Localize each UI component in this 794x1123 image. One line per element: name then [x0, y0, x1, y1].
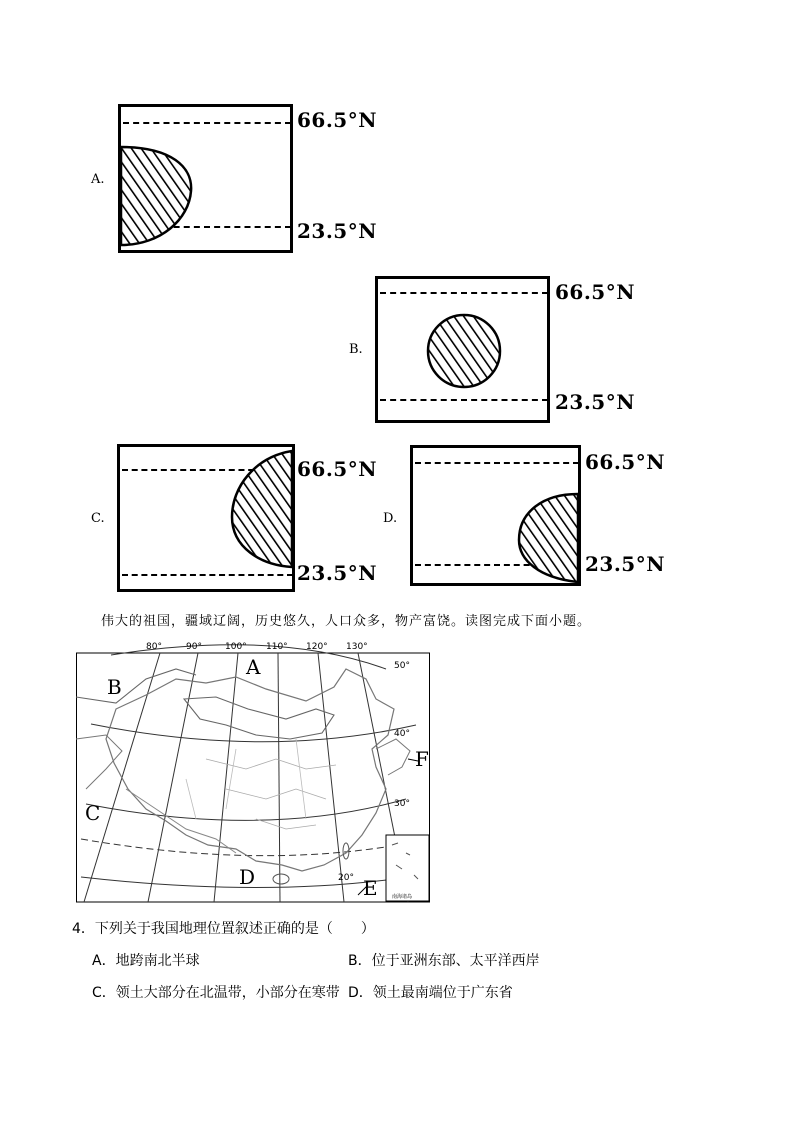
longitude-label: 90° — [186, 642, 202, 652]
option-b-letter: B. — [349, 342, 363, 357]
map-point-e: E — [363, 876, 378, 900]
diagram-c-panel — [117, 444, 295, 592]
option-d-letter: D. — [383, 511, 398, 526]
latitude-label: 50° — [394, 661, 410, 671]
diagram-a-panel — [118, 104, 293, 253]
hatched-region-d — [413, 448, 578, 583]
map-point-f: F — [415, 747, 429, 771]
choice-a[interactable]: A．地跨南北半球 — [92, 953, 200, 969]
latitude-label-bottom: 23.5°N — [297, 561, 377, 585]
map-point-c: C — [85, 801, 101, 825]
latitude-label-top: 66.5°N — [555, 280, 635, 304]
hatched-region-a — [121, 107, 290, 250]
latitude-label-top: 66.5°N — [585, 450, 665, 474]
hatched-region-c — [120, 447, 292, 589]
latitude-label-bottom: 23.5°N — [585, 552, 665, 576]
diagram-b-panel — [375, 276, 550, 423]
longitude-label: 110° — [266, 642, 288, 652]
latitude-label-top: 66.5°N — [297, 108, 377, 132]
latitude-label: 30° — [394, 799, 410, 809]
map-point-b: B — [107, 675, 122, 699]
latitude-label-bottom: 23.5°N — [297, 219, 377, 243]
latitude-label: 40° — [394, 729, 410, 739]
longitude-label: 130° — [346, 642, 368, 652]
inset-label: 南海诸岛 — [392, 894, 413, 900]
choice-d[interactable]: D．领土最南端位于广东省 — [348, 985, 513, 1001]
choice-b[interactable]: B．位于亚洲东部、太平洋西岸 — [348, 953, 540, 969]
option-a-letter: A. — [91, 172, 105, 187]
choice-c[interactable]: C．领土大部分在北温带，小部分在寒带 — [92, 985, 340, 1001]
longitude-label: 100° — [225, 642, 247, 652]
option-c-letter: C. — [91, 511, 105, 526]
map-point-d: D — [239, 865, 256, 889]
latitude-label-top: 66.5°N — [297, 457, 377, 481]
map-point-a: A — [246, 655, 261, 679]
latitude-label: 20° — [338, 873, 354, 883]
diagram-d-panel — [410, 445, 581, 586]
intro-text: 伟大的祖国，疆域辽阔，历史悠久，人口众多，物产富饶。读图完成下面小题。 — [101, 614, 592, 629]
latitude-label-bottom: 23.5°N — [555, 390, 635, 414]
hatched-region-b — [378, 279, 547, 420]
china-map — [76, 639, 431, 903]
longitude-label: 120° — [306, 642, 328, 652]
longitude-label: 80° — [146, 642, 162, 652]
question-stem: 4．下列关于我国地理位置叙述正确的是（ ） — [72, 921, 375, 937]
